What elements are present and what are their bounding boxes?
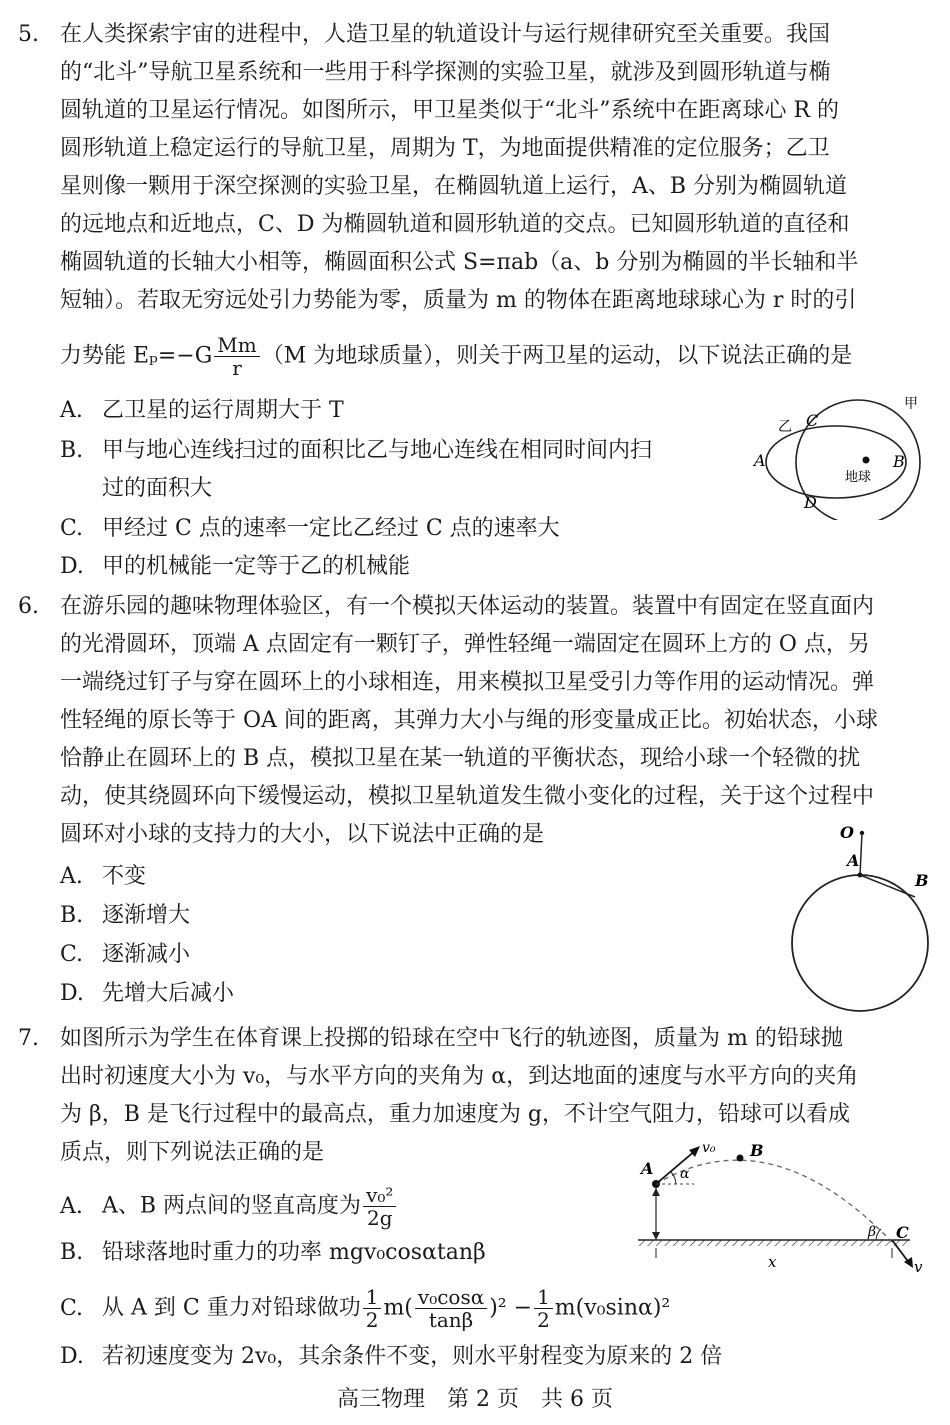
label-v0: v₀: [702, 1140, 716, 1156]
q7-option-b[interactable]: B. 铅球落地时重力的功率 mgv₀cosαtanβ: [60, 1240, 486, 1265]
height-fraction: $\frac{\text{v₀²}}{2g}$: [363, 1184, 396, 1229]
trajectory-diagram: [630, 1136, 930, 1276]
label-c: C: [896, 1223, 909, 1242]
label-a: A: [847, 851, 860, 870]
ring-diagram: [790, 818, 940, 1018]
q6-option-c[interactable]: C. 逐渐减小: [60, 942, 191, 967]
label-b: B: [750, 1141, 764, 1160]
q5-option-a[interactable]: A. 乙卫星的运行周期大于 T: [60, 398, 344, 423]
orbit-diagram: [748, 390, 938, 520]
label-v: v: [914, 1258, 923, 1276]
q7-line-1: 如图所示为学生在体育课上投掷的铅球在空中飞行的轨迹图，质量为 m 的铅球抛: [60, 1026, 843, 1051]
question-number: 5.: [18, 22, 39, 47]
label-yi: 乙: [778, 419, 792, 435]
half-fraction-1: $\frac{1}{2}$: [363, 1286, 382, 1331]
q6-line-7: 圆环对小球的支持力的大小，以下说法中正确的是: [60, 822, 545, 847]
q5-line-6: 的远地点和近地点，C、D 为椭圆轨道和圆形轨道的交点。已知圆形轨道的直径和: [60, 212, 850, 237]
smooth-ring: [792, 875, 928, 1011]
ground-hatch: [638, 1240, 910, 1246]
cord-ab: [860, 875, 915, 897]
beta-arc: [876, 1229, 881, 1240]
q6-line-2: 的光滑圆环，顶端 A 点固定有一颗钉子，弹性轻绳一端固定在圆环上方的 O 点，另: [60, 632, 870, 657]
q6-option-a[interactable]: A. 不变: [60, 864, 147, 889]
q5-line-4: 圆形轨道上稳定运行的导航卫星，周期为 T，为地面提供精准的定位服务；乙卫: [60, 136, 830, 161]
label-a: A: [641, 1159, 654, 1178]
question-number: 6.: [18, 594, 39, 619]
q5-line-1: 在人类探索宇宙的进程中，人造卫星的轨道设计与运行规律研究至关重要。我国: [60, 22, 831, 47]
formula-suffix: （M 为地球质量），则关于两卫星的运动，以下说法正确的是: [261, 343, 853, 369]
height-arrow-up: [652, 1188, 660, 1196]
cord-oa: [860, 833, 862, 875]
fraction-numerator: Mm: [214, 334, 259, 357]
q5-line-7: 椭圆轨道的长轴大小相等，椭圆面积公式 S=πab（a、b 分别为椭圆的半长轴和半: [60, 250, 859, 275]
q5-formula-line: [60, 334, 852, 379]
label-jia: 甲: [904, 396, 918, 412]
q6-line-3: 一端绕过钉子与穿在圆环上的小球相连，用来模拟卫星受引力等作用的运动情况。弹: [60, 670, 875, 695]
q5-line-3: 圆轨道的卫星运行情况。如图所示，甲卫星类似于“北斗”系统中在距离球心 R 的: [60, 98, 840, 123]
label-o: O: [840, 823, 854, 842]
q6-line-1: 在游乐园的趣味物理体验区，有一个模拟天体运动的装置。装置中有固定在竖直面内: [60, 594, 875, 619]
q5-option-d[interactable]: D. 甲的机械能一定等于乙的机械能: [60, 554, 411, 579]
page-footer: 高三物理 第 2 页 共 6 页: [337, 1387, 613, 1412]
q7-line-3: 为 β，B 是飞行过程中的最高点，重力加速度为 g，不计空气阻力，铅球可以看成: [60, 1102, 850, 1127]
q5-option-c[interactable]: C. 甲经过 C 点的速率一定比乙经过 C 点的速率大: [60, 516, 560, 541]
potential-energy-fraction: [214, 334, 259, 379]
label-alpha: α: [680, 1166, 690, 1182]
q7-line-4: 质点，则下列说法正确的是: [60, 1140, 325, 1165]
q6-line-4: 性轻绳的原长等于 OA 间的距离，其弹力大小与绳的形变量成正比。初始状态，小球: [60, 708, 878, 733]
question-number: 7.: [18, 1026, 39, 1051]
formula-prefix: 力势能 Eₚ=−G: [60, 343, 213, 369]
label-d: D: [804, 493, 817, 512]
q5-line-2: 的“北斗”导航卫星系统和一些用于科学探测的实验卫星，就涉及到圆形轨道与椭: [60, 60, 831, 85]
q6-line-5: 恰静止在圆环上的 B 点，模拟卫星在某一轨道的平衡状态，现给小球一个轻微的扰: [60, 746, 861, 771]
q6-line-6: 动，使其绕圆环向下缓慢运动，模拟卫星轨道发生微小变化的过程，关于这个过程中: [60, 784, 875, 809]
velocity-v0-arrow: [656, 1150, 696, 1184]
ball-b: [737, 1155, 744, 1162]
earth-dot: [863, 457, 870, 464]
q5-line-5: 星则像一颗用于深空探测的实验卫星，在椭圆轨道上运行，A、B 分别为椭圆轨道: [60, 174, 848, 199]
height-arrow-down: [652, 1232, 660, 1240]
label-b: B: [893, 452, 905, 471]
q7-line-2: 出时初速度大小为 v₀，与水平方向的夹角为 α，到达地面的速度与水平方向的夹角: [60, 1064, 859, 1089]
label-a: A: [754, 451, 766, 470]
label-x: x: [768, 1253, 777, 1271]
q6-option-b[interactable]: B. 逐渐增大: [60, 903, 191, 928]
q5-option-b-cont: 过的面积大: [102, 476, 213, 501]
fraction-denominator: r: [232, 356, 242, 380]
label-c: C: [806, 411, 819, 430]
label-earth: 地球: [845, 470, 872, 485]
q6-option-d[interactable]: D. 先增大后减小: [60, 981, 235, 1006]
elliptical-orbit: [766, 426, 906, 498]
q5-option-b[interactable]: B. 甲与地心连线扫过的面积比乙与地心连线在相同时间内扫: [60, 438, 653, 463]
q7-option-d[interactable]: D. 若初速度变为 2v₀，其余条件不变，则水平射程变为原来的 2 倍: [60, 1344, 723, 1369]
q7-option-c[interactable]: C. 从 A 到 C 重力对铅球做功 $\frac{1}{2}$ m( $\frac{\text{v₀cosα}}{\tan\beta}$ )² − $\frac{1}{2}$ m(v₀sinα)²: [60, 1285, 671, 1332]
velocity-fraction: $\frac{\text{v₀cosα}}{\tan\beta}$: [415, 1286, 487, 1331]
label-beta: β: [868, 1224, 877, 1240]
label-b: B: [915, 871, 929, 890]
q5-line-8: 短轴）。若取无穷远处引力势能为零，质量为 m 的物体在距离地球球心为 r 时的引: [60, 288, 857, 313]
q7-option-a[interactable]: A. A、B 两点间的竖直高度为 $\frac{\text{v₀²}}{2g}$: [60, 1184, 398, 1229]
trajectory-path: [656, 1160, 892, 1242]
half-fraction-2: $\frac{1}{2}$: [534, 1286, 553, 1331]
